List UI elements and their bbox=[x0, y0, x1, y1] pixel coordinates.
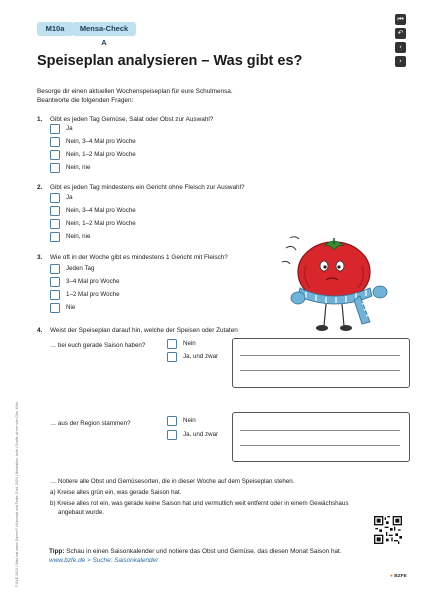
level-badge: M10a bbox=[37, 22, 73, 36]
tip-block bbox=[49, 548, 349, 565]
checkbox[interactable] bbox=[50, 137, 60, 147]
checkbox[interactable] bbox=[50, 206, 60, 216]
answer-line bbox=[240, 430, 400, 431]
page-title: Speiseplan analysieren – Was gibt es? bbox=[37, 53, 303, 69]
skip-back-icon[interactable]: ↶ bbox=[395, 28, 406, 39]
q3-option-3[interactable]: 1–2 Mal pro Woche bbox=[50, 290, 120, 300]
answer-line bbox=[240, 355, 400, 356]
q4a-option-yes[interactable]: Ja, und zwar bbox=[167, 352, 218, 362]
q1-option-3[interactable]: Nein, 1–2 Mal pro Woche bbox=[50, 150, 136, 160]
qr-code bbox=[374, 516, 402, 544]
q5-lead: … Notiere alle Obst und Gemüsesorten, die in dieser Woche auf dem Speiseplan stehen. bbox=[50, 478, 295, 485]
q5-b-line2: angebaut wurde. bbox=[58, 509, 105, 516]
q2-option-3[interactable]: Nein, 1–2 Mal pro Woche bbox=[50, 219, 136, 229]
checkbox[interactable] bbox=[50, 290, 60, 300]
q4-text: Weist der Speiseplan darauf hin, welche der Speisen oder Zutaten bbox=[50, 327, 238, 334]
answer-line bbox=[240, 445, 400, 446]
q4b-answer-box[interactable] bbox=[232, 412, 410, 462]
q2-option-4[interactable]: Nein, nie bbox=[50, 232, 90, 242]
section-badge: Mensa-Check A bbox=[72, 22, 136, 36]
checkbox[interactable] bbox=[50, 264, 60, 274]
q1-option-2[interactable]: Nein, 3–4 Mal pro Woche bbox=[50, 137, 136, 147]
q3-text: Wie oft in der Woche gibt es mindestens 1 Gericht mit Fleisch? bbox=[50, 254, 228, 261]
bzfe-logo: ● BZFE bbox=[390, 574, 407, 579]
q2-option-2[interactable]: Nein, 3–4 Mal pro Woche bbox=[50, 206, 136, 216]
intro-line-1: Besorge dir einen aktuellen Wochenspeiseplan für eure Schulmensa. bbox=[37, 88, 233, 95]
checkbox[interactable] bbox=[50, 303, 60, 313]
checkbox[interactable] bbox=[50, 150, 60, 160]
checkbox[interactable] bbox=[50, 163, 60, 173]
checkbox[interactable] bbox=[50, 232, 60, 242]
tip-text: Schau in einen Saisonkalender und notiere das Obst und Gemüse, das diesen Monat Saison hat. bbox=[64, 548, 342, 555]
q3-number: 3. bbox=[37, 254, 43, 261]
tip-link[interactable]: www.bzfe.de > Suche: Saisonkalender bbox=[49, 556, 159, 564]
side-copyright-note: © BLE 2024 | Was hat wann Saison? | Konzept und Texte: Erst. 2024 | Illustration: bzfe | Grafik: Armin von Gös, Köln bbox=[14, 401, 19, 588]
q2-number: 2. bbox=[37, 184, 43, 191]
checkbox[interactable] bbox=[167, 430, 177, 440]
checkbox[interactable] bbox=[167, 416, 177, 426]
previous-icon[interactable]: ‹ bbox=[395, 42, 406, 53]
q4a-answer-box[interactable] bbox=[232, 338, 410, 388]
q4-number: 4. bbox=[37, 327, 43, 334]
q2-option-1[interactable]: Ja bbox=[50, 193, 73, 203]
tomato-illustration bbox=[276, 226, 396, 338]
checkbox[interactable] bbox=[50, 219, 60, 229]
q4b-label: … aus der Region stammen? bbox=[50, 420, 131, 427]
next-icon[interactable]: › bbox=[395, 56, 406, 67]
q4b-option-yes[interactable]: Ja, und zwar bbox=[167, 430, 218, 440]
q3-option-2[interactable]: 3–4 Mal pro Woche bbox=[50, 277, 120, 287]
q1-number: 1. bbox=[37, 116, 43, 123]
checkbox[interactable] bbox=[50, 124, 60, 134]
q2-text: Gibt es jeden Tag mindestens ein Gericht ohne Fleisch zur Auswahl? bbox=[50, 184, 245, 191]
skip-start-icon[interactable]: ⏮ bbox=[395, 14, 406, 25]
q1-option-4[interactable]: Nein, nie bbox=[50, 163, 90, 173]
q3-option-4[interactable]: Nie bbox=[50, 303, 75, 313]
checkbox[interactable] bbox=[167, 352, 177, 362]
q5-b-line1: b) Kreise alles rot ein, was gerade keine Saison hat und vermutlich weit entfernt oder in einem Gewächshaus bbox=[50, 500, 349, 507]
checkbox[interactable] bbox=[167, 339, 177, 349]
answer-line bbox=[240, 370, 400, 371]
q4a-label: … bei euch gerade Saison haben? bbox=[50, 342, 146, 349]
checkbox[interactable] bbox=[50, 193, 60, 203]
checkbox[interactable] bbox=[50, 277, 60, 287]
q3-option-1[interactable]: Jeden Tag bbox=[50, 264, 94, 274]
intro-line-2: Beantworte die folgenden Fragen: bbox=[37, 97, 134, 104]
intro-text bbox=[37, 87, 357, 105]
q4a-option-no[interactable]: Nein bbox=[167, 339, 196, 349]
tip-label: Tipp: bbox=[49, 548, 65, 555]
q1-option-1[interactable]: Ja bbox=[50, 124, 73, 134]
q4b-option-no[interactable]: Nein bbox=[167, 416, 196, 426]
q1-text: Gibt es jeden Tag Gemüse, Salat oder Obst zur Auswahl? bbox=[50, 116, 214, 123]
q5-a: a) Kreise alles grün ein, was gerade Saison hat. bbox=[50, 489, 182, 496]
